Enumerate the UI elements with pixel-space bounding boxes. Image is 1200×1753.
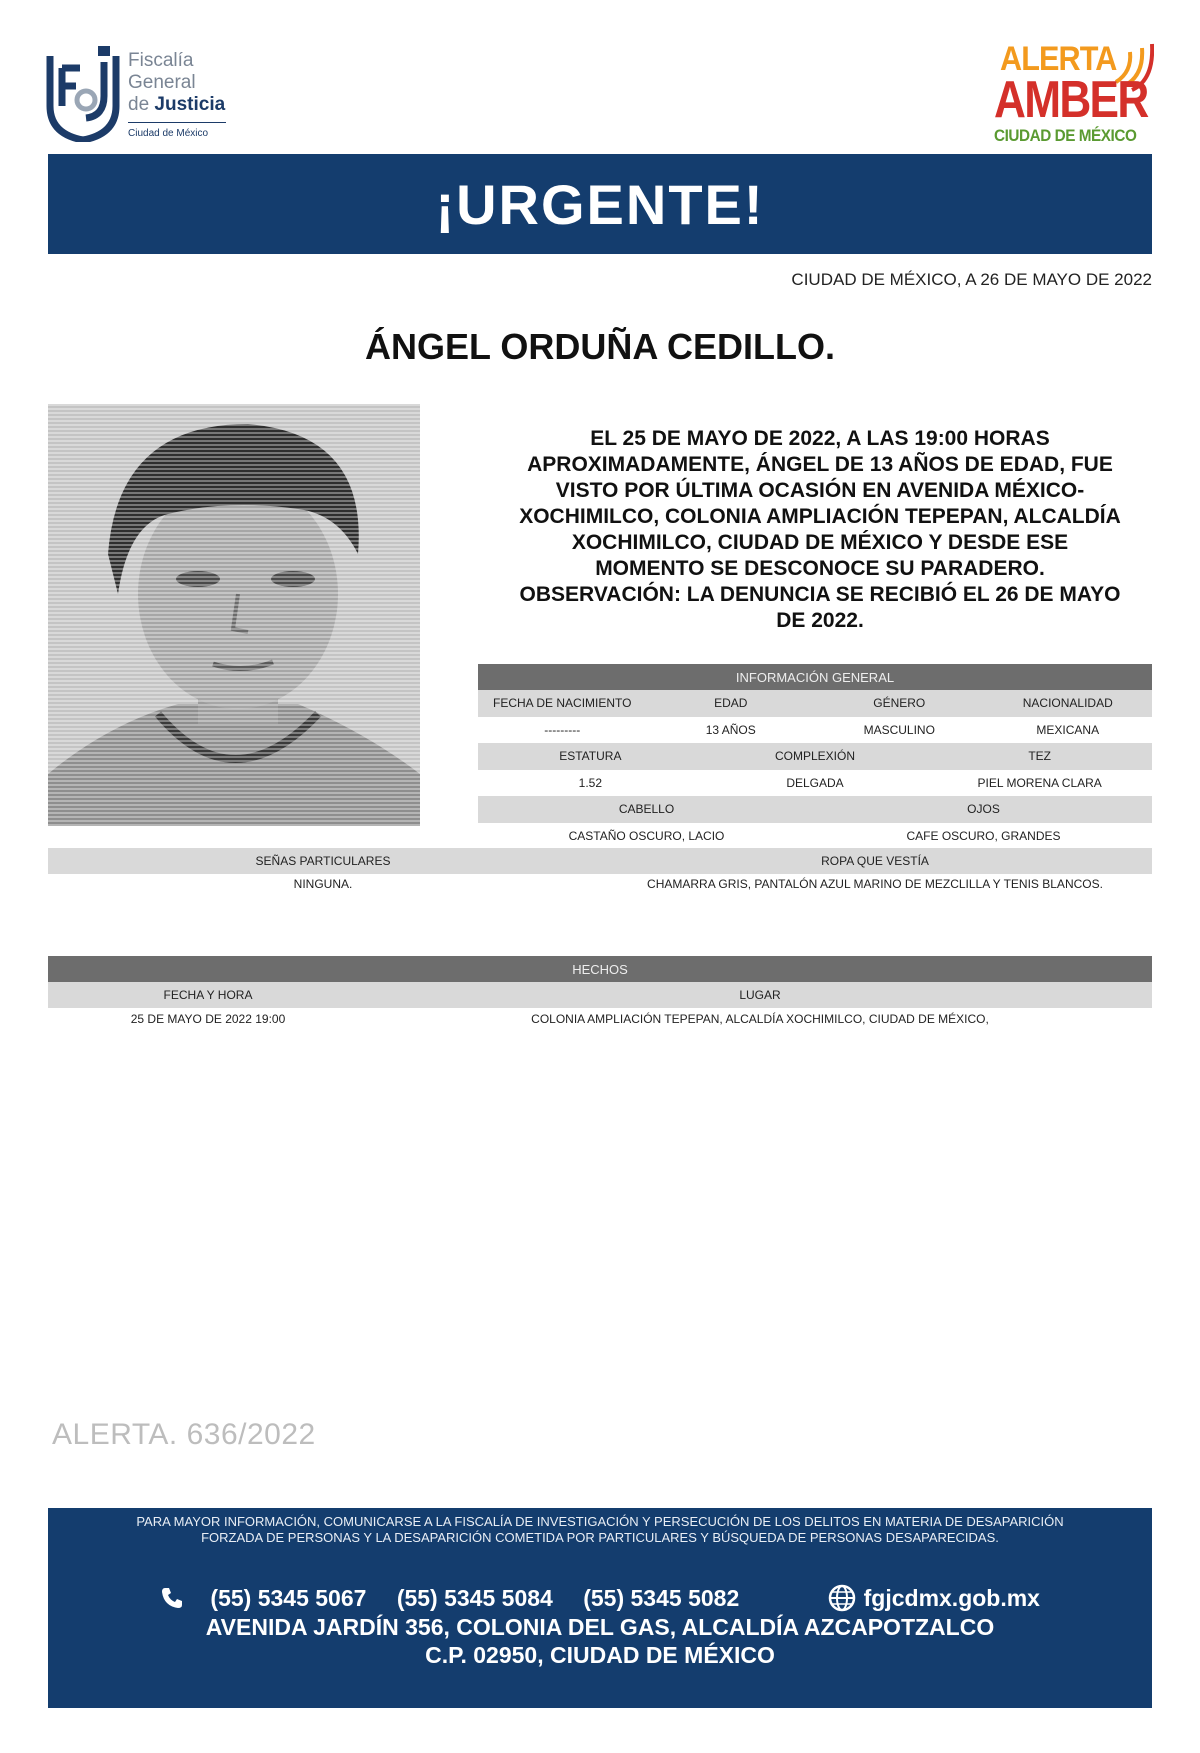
contact-footer	[48, 1508, 1152, 1708]
phone-number[interactable]: (55) 5345 5084	[396, 1585, 553, 1611]
label-age: EDAD	[714, 696, 748, 711]
info-row1-labels	[478, 690, 1152, 717]
label-gender: GÉNERO	[873, 696, 926, 711]
label-complexion: TEZ	[1028, 749, 1052, 764]
label-birthdate: FECHA DE NACIMIENTO	[493, 696, 632, 711]
alert-number: ALERTA. 636/2022	[52, 1418, 316, 1451]
label-date-time: FECHA Y HORA	[163, 988, 253, 1002]
value-complexion: PIEL MORENA CLARA	[977, 775, 1102, 790]
alerta-amber-logo	[994, 40, 1154, 150]
label-height: ESTATURA	[559, 749, 622, 764]
date-line: CIUDAD DE MÉXICO, A 26 DE MAYO DE 2022	[791, 270, 1152, 289]
value-birthdate: ---------	[544, 722, 581, 737]
value-eyes: CAFE OSCURO, GRANDES	[906, 828, 1061, 843]
value-nationality: MEXICANA	[1036, 722, 1100, 737]
description-line: APROXIMADAMENTE, ÁNGEL DE 13 AÑOS DE EDAD, FUE	[527, 453, 1113, 476]
description-line: XOCHIMILCO, CIUDAD DE MÉXICO Y DESDE ESE	[571, 531, 1069, 554]
urgent-banner	[48, 154, 1152, 254]
phone-number[interactable]: (55) 5345 5082	[583, 1585, 740, 1611]
description-line: VISTO POR ÚLTIMA OCASIÓN EN AVENIDA MÉXICO-	[555, 479, 1085, 502]
fgj-line3	[128, 94, 225, 116]
globe-icon	[828, 1584, 856, 1612]
missing-person-photo	[48, 404, 420, 826]
description-line: XOCHIMILCO, COLONIA AMPLIACIÓN TEPEPAN, ALCALDÍA	[519, 505, 1121, 528]
info-row3-values	[478, 823, 1152, 850]
label-build: COMPLEXIÓN	[775, 749, 856, 764]
value-gender: MASCULINO	[863, 722, 935, 737]
footer-note	[78, 1514, 1122, 1546]
label-place: LUGAR	[739, 988, 781, 1002]
fgj-line3-prefix: de	[128, 94, 155, 115]
value-height: 1.52	[578, 775, 603, 790]
fgj-city: Ciudad de México	[128, 128, 209, 139]
amber-line1: ALERTA	[1000, 40, 1117, 78]
fgj-line2: General	[128, 72, 196, 93]
label-eyes: OJOS	[967, 802, 1000, 817]
website-link[interactable]: fgjcdmx.gob.mx	[863, 1585, 1040, 1611]
value-date-time: 25 DE MAYO DE 2022 19:00	[130, 1012, 286, 1026]
hechos-labels-row	[48, 982, 1152, 1008]
label-nationality: NACIONALIDAD	[1022, 696, 1113, 711]
fgj-name	[128, 50, 225, 116]
person-name: ÁNGEL ORDUÑA CEDILLO.	[364, 326, 835, 367]
fgj-divider	[128, 122, 226, 123]
info-row2-values	[478, 770, 1152, 797]
label-clothing: ROPA QUE VESTÍA	[821, 854, 929, 868]
info-row1-values	[478, 717, 1152, 744]
value-build: DELGADA	[786, 775, 844, 790]
description-line: DE 2022.	[776, 609, 864, 632]
value-place: COLONIA AMPLIACIÓN TEPEPAN, ALCALDÍA XOCHIMILCO, CIUDAD DE MÉXICO,	[531, 1012, 989, 1026]
label-hair: CABELLO	[618, 802, 675, 817]
value-age: 13 AÑOS	[705, 722, 756, 737]
label-distinguishing-marks: SEÑAS PARTICULARES	[255, 854, 391, 868]
fgj-logo	[46, 44, 246, 144]
description-line: OBSERVACIÓN: LA DENUNCIA SE RECIBIÓ EL 26 DE MAYO	[519, 583, 1121, 606]
info-heading: INFORMACIÓN GENERAL	[478, 664, 1152, 690]
hechos-values-row	[48, 1008, 1152, 1030]
address-line2: C.P. 02950, CIUDAD DE MÉXICO	[425, 1642, 775, 1668]
description	[490, 426, 1150, 634]
value-clothing: CHAMARRA GRIS, PANTALÓN AZUL MARINO DE MEZCLILLA Y TENIS BLANCOS.	[647, 877, 1103, 891]
fgj-line3-strong: Justicia	[154, 94, 226, 115]
amber-line3: CIUDAD DE MÉXICO	[994, 126, 1137, 145]
banner-title: ¡URGENTE!	[435, 173, 765, 236]
fgj-logo-icon	[46, 44, 120, 142]
senas-values-row	[48, 874, 1152, 894]
phone-row	[48, 1584, 1152, 1612]
general-info-table	[478, 664, 1152, 849]
value-distinguishing-marks: NINGUNA.	[293, 877, 353, 891]
hechos-heading: HECHOS	[48, 956, 1152, 982]
amber-line2: AMBER	[994, 71, 1148, 129]
senas-labels-row	[48, 848, 1152, 874]
address-line1: AVENIDA JARDÍN 356, COLONIA DEL GAS, ALCALDÍA AZCAPOTZALCO	[205, 1614, 995, 1640]
footer-note-line1: PARA MAYOR INFORMACIÓN, COMUNICARSE A LA FISCALÍA DE INVESTIGACIÓN Y PERSECUCIÓN DE LOS DELITOS EN MATERIA DE DESAPARICIÓN	[136, 1514, 1064, 1529]
description-line: MOMENTO SE DESCONOCE SU PARADERO.	[595, 557, 1045, 580]
info-row2-labels	[478, 743, 1152, 770]
fgj-line1: Fiscalía	[128, 50, 194, 71]
value-hair: CASTAÑO OSCURO, LACIO	[568, 828, 725, 843]
phone-icon	[160, 1586, 184, 1610]
info-row3-labels	[478, 796, 1152, 823]
footer-note-line2: FORZADA DE PERSONAS Y LA DESAPARICIÓN COMETIDA POR PARTICULARES Y BÚSQUEDA DE PERSONAS DESAPARECIDAS.	[201, 1530, 999, 1545]
phone-number[interactable]: (55) 5345 5067	[210, 1585, 367, 1611]
description-line: EL 25 DE MAYO DE 2022, A LAS 19:00 HORAS	[590, 427, 1050, 450]
